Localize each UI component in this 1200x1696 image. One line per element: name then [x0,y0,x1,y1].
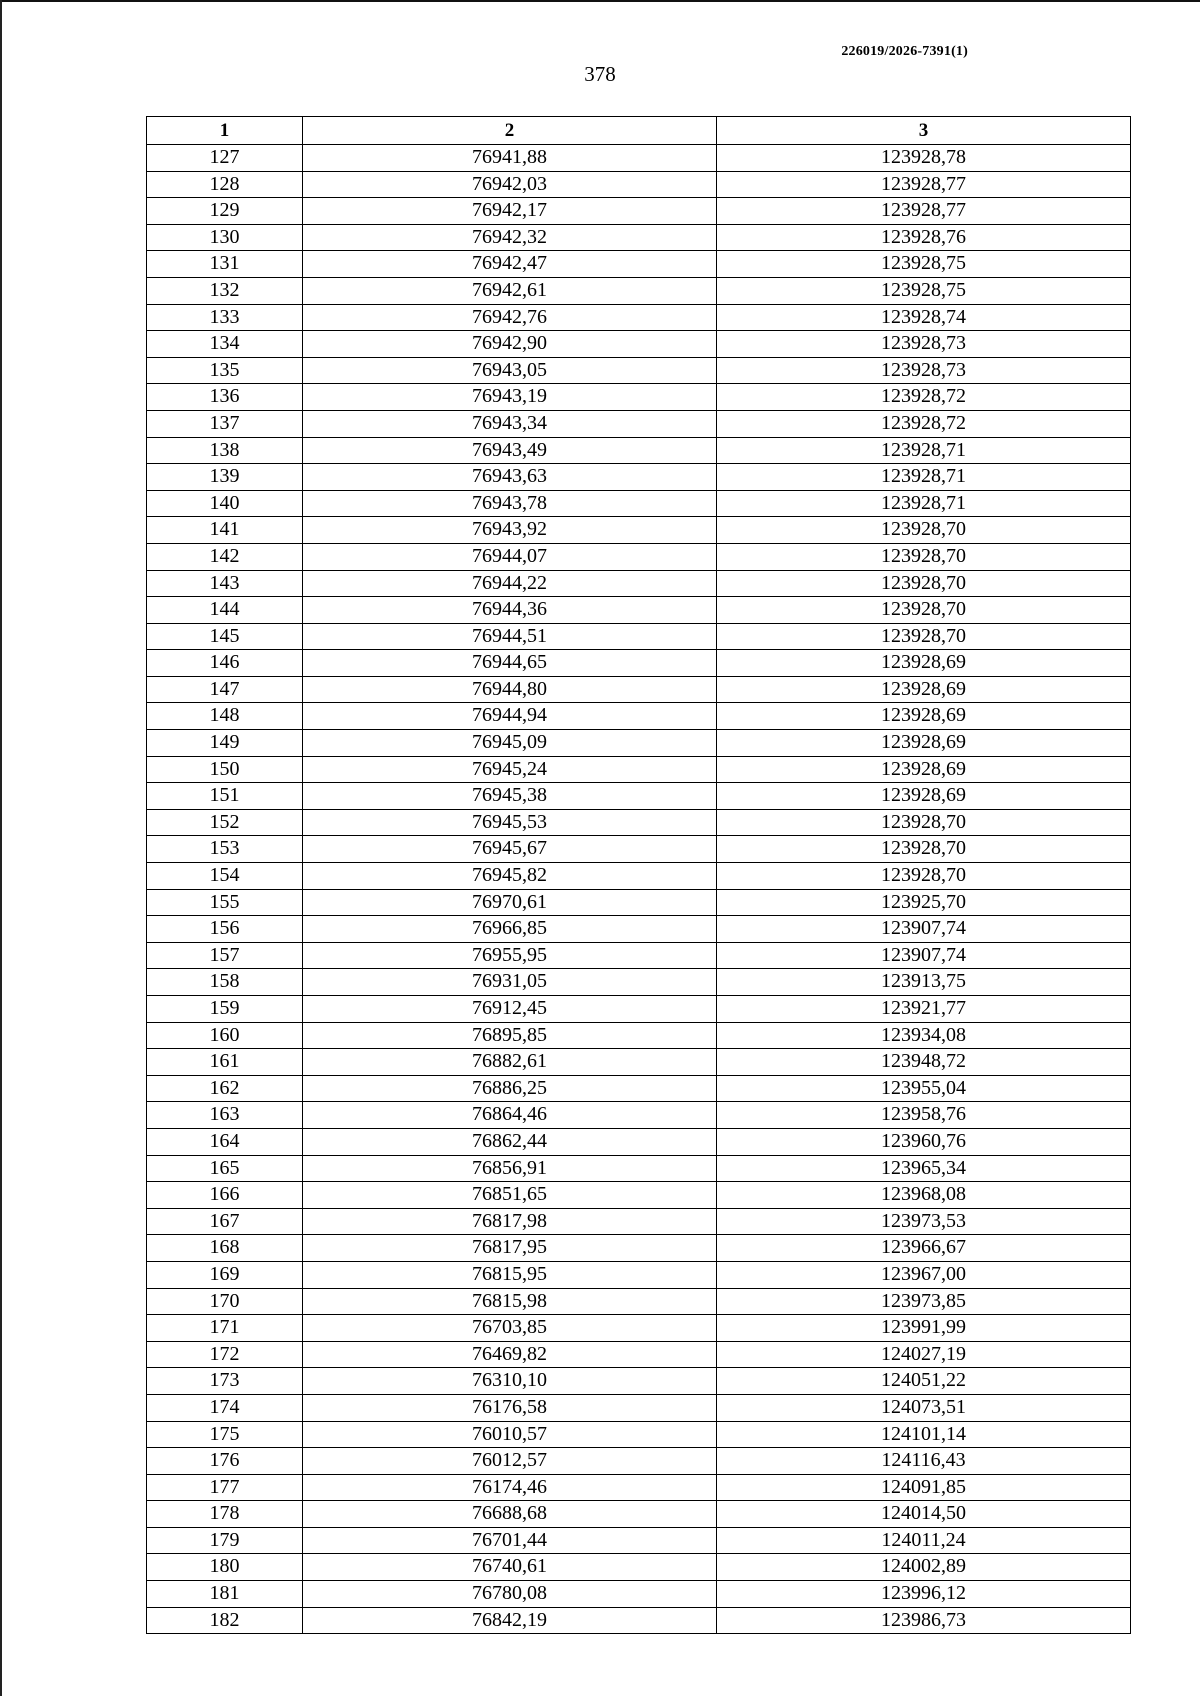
point-number-cell: 142 [147,543,303,570]
coordinate-x-cell: 76817,95 [303,1235,717,1262]
coordinate-x-cell: 76945,24 [303,756,717,783]
point-number-cell: 151 [147,783,303,810]
table-row [147,1474,1131,1501]
coordinate-x-cell: 76780,08 [303,1581,717,1608]
coordinate-x-cell: 76912,45 [303,996,717,1023]
point-number-cell: 170 [147,1288,303,1315]
table-row [147,676,1131,703]
point-number-cell: 139 [147,464,303,491]
table-row [147,1315,1131,1342]
coordinate-y-cell: 123928,69 [717,756,1131,783]
coordinate-x-cell: 76943,05 [303,357,717,384]
table-row [147,251,1131,278]
header-row [147,117,1131,145]
coordinate-y-cell: 123955,04 [717,1075,1131,1102]
coordinate-x-cell: 76944,51 [303,623,717,650]
table-row [147,1288,1131,1315]
coordinate-y-cell: 124091,85 [717,1474,1131,1501]
coordinate-x-cell: 76941,88 [303,145,717,172]
scan-edge-top [0,0,1200,2]
coordinate-x-cell: 76942,32 [303,224,717,251]
coordinate-y-cell: 123928,70 [717,623,1131,650]
table-row [147,570,1131,597]
coordinate-y-cell: 123966,67 [717,1235,1131,1262]
point-number-cell: 133 [147,304,303,331]
coordinate-y-cell: 123960,76 [717,1128,1131,1155]
coordinate-x-cell: 76945,38 [303,783,717,810]
coordinate-y-cell: 123973,53 [717,1208,1131,1235]
coordinate-y-cell: 123928,72 [717,384,1131,411]
point-number-cell: 164 [147,1128,303,1155]
table-row [147,889,1131,916]
table-body [147,145,1131,1634]
point-number-cell: 182 [147,1607,303,1634]
table-row [147,916,1131,943]
coordinate-y-cell: 123928,69 [717,650,1131,677]
coordinate-y-cell: 123986,73 [717,1607,1131,1634]
coordinate-y-cell: 124073,51 [717,1394,1131,1421]
table-row [147,1102,1131,1129]
coordinate-x-cell: 76931,05 [303,969,717,996]
table-row [147,1448,1131,1475]
coordinate-y-cell: 123928,71 [717,464,1131,491]
coordinate-y-cell: 123928,71 [717,490,1131,517]
point-number-cell: 158 [147,969,303,996]
point-number-cell: 169 [147,1261,303,1288]
table-row [147,145,1131,172]
point-number-cell: 181 [147,1581,303,1608]
table-row [147,1607,1131,1634]
coordinate-y-cell: 123928,69 [717,730,1131,757]
table-row [147,730,1131,757]
table-row [147,756,1131,783]
coordinate-x-cell: 76955,95 [303,942,717,969]
coordinate-x-cell: 76701,44 [303,1527,717,1554]
point-number-cell: 160 [147,1022,303,1049]
table-row [147,357,1131,384]
point-number-cell: 176 [147,1448,303,1475]
coordinate-x-cell: 76740,61 [303,1554,717,1581]
table-row [147,437,1131,464]
coordinate-y-cell: 123948,72 [717,1049,1131,1076]
point-number-cell: 154 [147,863,303,890]
point-number-cell: 172 [147,1341,303,1368]
point-number-cell: 149 [147,730,303,757]
point-number-cell: 134 [147,331,303,358]
coordinate-y-cell: 123968,08 [717,1182,1131,1209]
coordinate-y-cell: 123928,75 [717,251,1131,278]
coordinate-x-cell: 76966,85 [303,916,717,943]
point-number-cell: 178 [147,1501,303,1528]
coordinate-y-cell: 123928,69 [717,676,1131,703]
coordinate-x-cell: 76945,09 [303,730,717,757]
table-row [147,783,1131,810]
coordinate-y-cell: 123928,70 [717,517,1131,544]
coordinate-y-cell: 124051,22 [717,1368,1131,1395]
coordinate-y-cell: 123973,85 [717,1288,1131,1315]
page-number: 378 [584,62,616,86]
coordinate-x-cell: 76886,25 [303,1075,717,1102]
point-number-cell: 166 [147,1182,303,1209]
table-row [147,410,1131,437]
coordinate-y-cell: 123907,74 [717,916,1131,943]
coordinate-x-cell: 76862,44 [303,1128,717,1155]
point-number-cell: 141 [147,517,303,544]
table-row [147,1501,1131,1528]
point-number-cell: 153 [147,836,303,863]
coordinates-table [146,116,1131,1634]
table-row [147,836,1131,863]
table-row [147,490,1131,517]
table-header [147,117,1131,145]
coordinate-x-cell: 76943,78 [303,490,717,517]
table-row [147,224,1131,251]
table-row [147,543,1131,570]
table-row [147,1182,1131,1209]
table-row [147,198,1131,225]
table-row [147,1554,1131,1581]
point-number-cell: 163 [147,1102,303,1129]
coordinate-x-cell: 76176,58 [303,1394,717,1421]
column-header-3: 3 [717,117,1131,145]
point-number-cell: 159 [147,996,303,1023]
point-number-cell: 137 [147,410,303,437]
point-number-cell: 135 [147,357,303,384]
coordinate-x-cell: 76010,57 [303,1421,717,1448]
coordinate-y-cell: 124116,43 [717,1448,1131,1475]
coordinate-x-cell: 76942,03 [303,171,717,198]
coordinate-y-cell: 123958,76 [717,1102,1131,1129]
table-row [147,969,1131,996]
coordinate-x-cell: 76817,98 [303,1208,717,1235]
point-number-cell: 167 [147,1208,303,1235]
table-row [147,1394,1131,1421]
point-number-cell: 132 [147,277,303,304]
coordinate-x-cell: 76943,49 [303,437,717,464]
point-number-cell: 138 [147,437,303,464]
coordinate-x-cell: 76942,90 [303,331,717,358]
coordinate-y-cell: 123928,78 [717,145,1131,172]
coordinate-x-cell: 76815,95 [303,1261,717,1288]
point-number-cell: 177 [147,1474,303,1501]
table-row [147,1581,1131,1608]
coordinate-y-cell: 123928,74 [717,304,1131,331]
coordinate-y-cell: 123913,75 [717,969,1131,996]
table-row [147,1368,1131,1395]
table-row [147,1527,1131,1554]
point-number-cell: 179 [147,1527,303,1554]
point-number-cell: 128 [147,171,303,198]
point-number-cell: 130 [147,224,303,251]
point-number-cell: 143 [147,570,303,597]
coordinate-y-cell: 123907,74 [717,942,1131,969]
coordinate-x-cell: 76469,82 [303,1341,717,1368]
coordinate-x-cell: 76945,53 [303,809,717,836]
coordinate-x-cell: 76943,63 [303,464,717,491]
point-number-cell: 152 [147,809,303,836]
table-row [147,171,1131,198]
coordinate-x-cell: 76944,80 [303,676,717,703]
table-row [147,623,1131,650]
coordinate-y-cell: 124027,19 [717,1341,1131,1368]
coordinate-x-cell: 76856,91 [303,1155,717,1182]
table-row [147,517,1131,544]
coordinate-y-cell: 123928,75 [717,277,1131,304]
table-row [147,1208,1131,1235]
scan-edge-left [0,0,2,1696]
coordinate-x-cell: 76970,61 [303,889,717,916]
table-row [147,996,1131,1023]
coordinate-y-cell: 123921,77 [717,996,1131,1023]
point-number-cell: 156 [147,916,303,943]
point-number-cell: 131 [147,251,303,278]
table-row [147,277,1131,304]
table-row [147,809,1131,836]
coordinate-y-cell: 123928,72 [717,410,1131,437]
point-number-cell: 171 [147,1315,303,1342]
coordinate-y-cell: 124011,24 [717,1527,1131,1554]
coordinate-y-cell: 124002,89 [717,1554,1131,1581]
point-number-cell: 147 [147,676,303,703]
table-row [147,942,1131,969]
point-number-cell: 145 [147,623,303,650]
coordinate-y-cell: 123928,70 [717,543,1131,570]
column-header-2: 2 [303,117,717,145]
table-row [147,1261,1131,1288]
point-number-cell: 146 [147,650,303,677]
document-code: 226019/2026-7391(1) [841,44,968,59]
coordinate-x-cell: 76942,17 [303,198,717,225]
coordinate-x-cell: 76864,46 [303,1102,717,1129]
coordinate-x-cell: 76945,67 [303,836,717,863]
point-number-cell: 155 [147,889,303,916]
coordinate-y-cell: 123928,70 [717,597,1131,624]
coordinate-x-cell: 76943,34 [303,410,717,437]
coordinate-x-cell: 76895,85 [303,1022,717,1049]
point-number-cell: 127 [147,145,303,172]
coordinate-x-cell: 76815,98 [303,1288,717,1315]
table-row [147,863,1131,890]
coordinate-y-cell: 123928,70 [717,570,1131,597]
table-row [147,304,1131,331]
point-number-cell: 129 [147,198,303,225]
coordinate-y-cell: 123928,70 [717,863,1131,890]
table-row [147,703,1131,730]
table-row [147,331,1131,358]
coordinate-y-cell: 123928,77 [717,171,1131,198]
coordinate-x-cell: 76944,22 [303,570,717,597]
table-row [147,464,1131,491]
point-number-cell: 168 [147,1235,303,1262]
coordinate-y-cell: 123928,73 [717,331,1131,358]
coordinate-y-cell: 123928,70 [717,836,1131,863]
coordinate-y-cell: 123965,34 [717,1155,1131,1182]
point-number-cell: 173 [147,1368,303,1395]
coordinate-y-cell: 123991,99 [717,1315,1131,1342]
table-row [147,1049,1131,1076]
table-row [147,1235,1131,1262]
table-row [147,650,1131,677]
coordinate-y-cell: 123928,70 [717,809,1131,836]
coordinate-x-cell: 76688,68 [303,1501,717,1528]
point-number-cell: 180 [147,1554,303,1581]
coordinate-x-cell: 76942,61 [303,277,717,304]
coordinate-y-cell: 123928,71 [717,437,1131,464]
point-number-cell: 174 [147,1394,303,1421]
coordinate-y-cell: 123928,73 [717,357,1131,384]
table-row [147,1341,1131,1368]
point-number-cell: 157 [147,942,303,969]
coordinate-x-cell: 76944,94 [303,703,717,730]
table-row [147,384,1131,411]
coordinate-x-cell: 76942,76 [303,304,717,331]
coordinate-x-cell: 76942,47 [303,251,717,278]
coordinate-y-cell: 123928,69 [717,703,1131,730]
table-row [147,1421,1131,1448]
point-number-cell: 148 [147,703,303,730]
coordinate-x-cell: 76310,10 [303,1368,717,1395]
coordinate-y-cell: 124101,14 [717,1421,1131,1448]
coordinate-x-cell: 76882,61 [303,1049,717,1076]
point-number-cell: 175 [147,1421,303,1448]
column-header-1: 1 [147,117,303,145]
coordinate-x-cell: 76945,82 [303,863,717,890]
point-number-cell: 161 [147,1049,303,1076]
table-row [147,1022,1131,1049]
coordinate-y-cell: 123928,77 [717,198,1131,225]
coordinate-x-cell: 76944,65 [303,650,717,677]
coordinates-table-container [146,116,1130,1634]
coordinate-y-cell: 123934,08 [717,1022,1131,1049]
coordinate-x-cell: 76943,19 [303,384,717,411]
coordinate-y-cell: 123925,70 [717,889,1131,916]
table-row [147,1155,1131,1182]
coordinate-x-cell: 76851,65 [303,1182,717,1209]
coordinate-x-cell: 76842,19 [303,1607,717,1634]
coordinate-y-cell: 123928,76 [717,224,1131,251]
coordinate-y-cell: 123967,00 [717,1261,1131,1288]
table-row [147,1128,1131,1155]
coordinate-x-cell: 76174,46 [303,1474,717,1501]
point-number-cell: 150 [147,756,303,783]
coordinate-y-cell: 123928,69 [717,783,1131,810]
point-number-cell: 144 [147,597,303,624]
point-number-cell: 162 [147,1075,303,1102]
coordinate-x-cell: 76703,85 [303,1315,717,1342]
table-row [147,597,1131,624]
coordinate-x-cell: 76012,57 [303,1448,717,1475]
point-number-cell: 165 [147,1155,303,1182]
coordinate-x-cell: 76944,07 [303,543,717,570]
table-row [147,1075,1131,1102]
coordinate-x-cell: 76944,36 [303,597,717,624]
point-number-cell: 136 [147,384,303,411]
point-number-cell: 140 [147,490,303,517]
coordinate-y-cell: 124014,50 [717,1501,1131,1528]
coordinate-x-cell: 76943,92 [303,517,717,544]
coordinate-y-cell: 123996,12 [717,1581,1131,1608]
